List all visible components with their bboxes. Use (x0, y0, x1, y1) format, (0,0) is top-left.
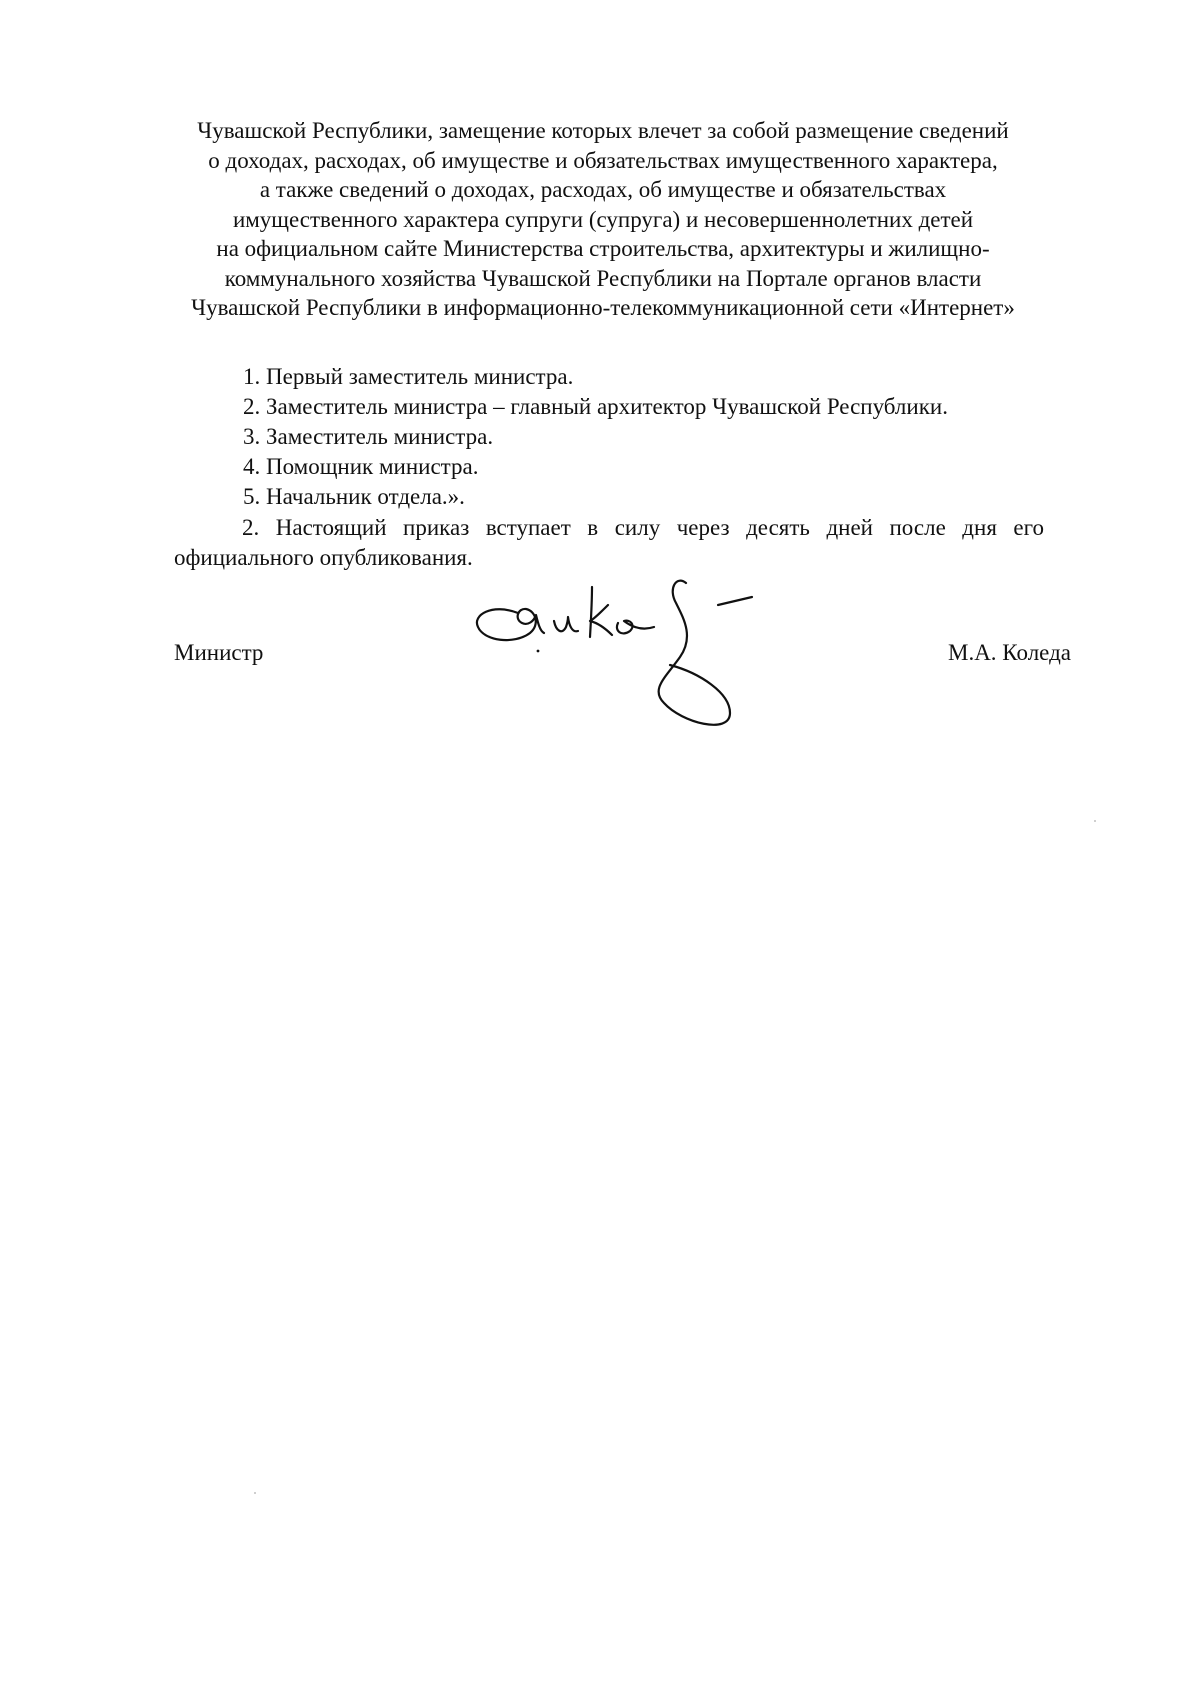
heading-line: а также сведений о доходах, расходах, об имуществе и обязательствах (259, 177, 947, 202)
handwritten-signature (470, 575, 820, 735)
effective-date-paragraph: 2. Настоящий приказ вступает в силу через десять дней после дня его официального опубликования. (174, 515, 1044, 570)
list-item: 1. Первый заместитель министра. (243, 364, 574, 389)
signatory-name: М.А. Коледа (948, 640, 1071, 665)
heading-line: о доходах, расходах, об имуществе и обязательствах имущественного характера, (208, 147, 998, 173)
heading-line: Чувашской Республики в информационно-телекоммуникационной сети «Интернет» (191, 295, 1015, 320)
positions-list (243, 362, 948, 512)
scan-speck (1094, 820, 1096, 822)
heading-line: Чувашской Республики, замещение которых влечет за собой размещение сведений (197, 118, 1009, 143)
list-item: 5. Начальник отдела.». (243, 484, 465, 509)
heading-line: имущественного характера супруги (супруга) и несовершеннолетних детей (232, 206, 974, 232)
heading-line: коммунального хозяйства Чувашской Республики на Портале органов власти (224, 265, 982, 291)
heading-line: на официальном сайте Министерства строительства, архитектуры и жилищно- (216, 236, 990, 261)
list-item: 2. Заместитель министра – главный архитектор Чувашской Республики. (243, 394, 948, 419)
signatory-title: Министр (174, 640, 264, 665)
list-item: 4. Помощник министра. (243, 454, 479, 479)
document-heading (160, 116, 1046, 323)
list-item: 3. Заместитель министра. (243, 424, 494, 449)
scan-speck (254, 1492, 256, 1494)
